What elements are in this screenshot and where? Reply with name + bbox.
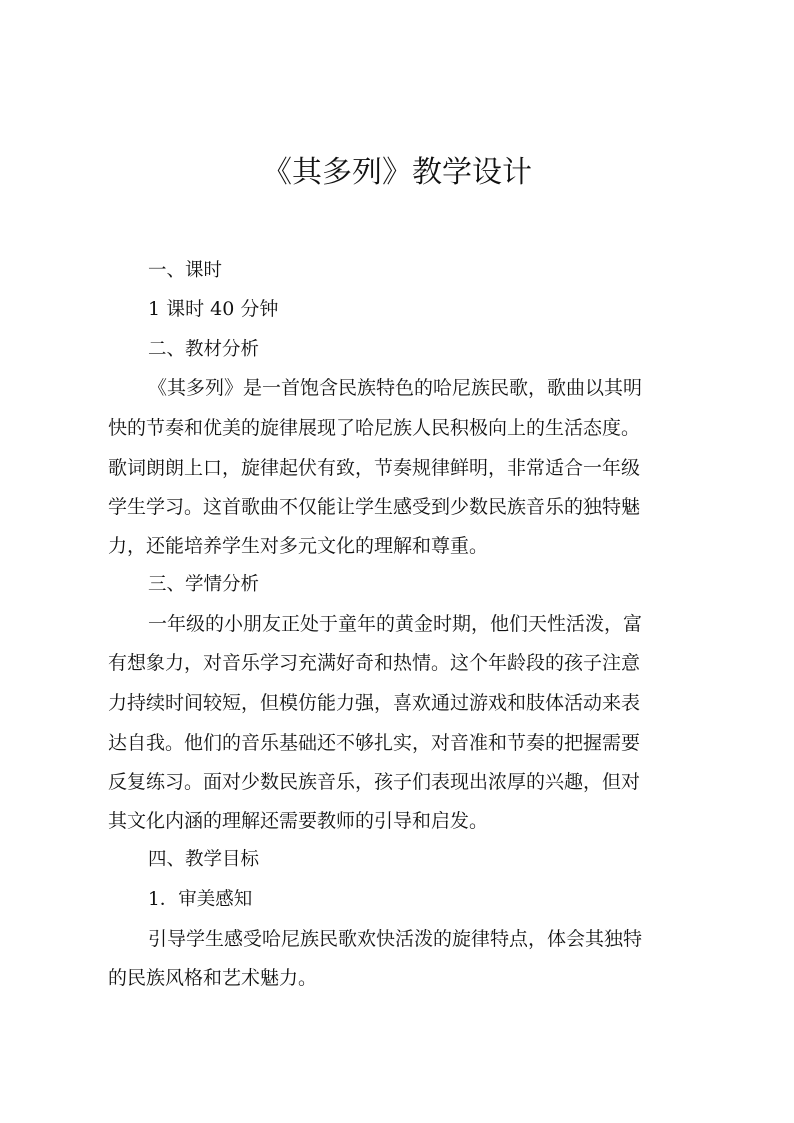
paragraph-line: 快的节奏和优美的旋律展现了哈尼族人民积极向上的生活态度。 bbox=[108, 417, 641, 439]
paragraph-line: 反复练习。面对少数民族音乐，孩子们表现出浓厚的兴趣，但对 bbox=[108, 771, 641, 793]
paragraph-line: 的民族风格和艺术魅力。 bbox=[108, 967, 318, 989]
paragraph-line: 其文化内涵的理解还需要教师的引导和启发。 bbox=[108, 810, 489, 832]
paragraph-line: 《其多列》是一首饱含民族特色的哈尼族民歌，歌曲以其明 bbox=[148, 377, 643, 399]
paragraph-line: 力，还能培养学生对多元文化的理解和尊重。 bbox=[108, 535, 489, 557]
subheading-aesthetic-perception: 1．审美感知 bbox=[148, 889, 253, 910]
section-heading-material-analysis: 二、教材分析 bbox=[148, 339, 260, 360]
section-heading-student-analysis: 三、学情分析 bbox=[148, 574, 260, 595]
paragraph-line: 有想象力，对音乐学习充满好奇和热情。这个年龄段的孩子注意 bbox=[108, 652, 641, 674]
paragraph-line: 力持续时间较短，但模仿能力强，喜欢通过游戏和肢体活动来表 bbox=[108, 692, 641, 714]
document-title: 《其多列》教学设计 bbox=[262, 155, 532, 190]
paragraph-line: 歌词朗朗上口，旋律起伏有致，节奏规律鲜明，非常适合一年级 bbox=[108, 457, 641, 479]
paragraph-line: 学生学习。这首歌曲不仅能让学生感受到少数民族音乐的独特魅 bbox=[108, 496, 641, 518]
paragraph-line: 引导学生感受哈尼族民歌欢快活泼的旋律特点，体会其独特 bbox=[148, 928, 643, 950]
section-heading-lesson-hours: 一、课时 bbox=[148, 260, 223, 281]
section-heading-teaching-goals: 四、教学目标 bbox=[148, 849, 260, 870]
paragraph-line: 1 课时 40 分钟 bbox=[148, 298, 279, 320]
paragraph-line: 达自我。他们的音乐基础还不够扎实，对音准和节奏的把握需要 bbox=[108, 732, 641, 754]
paragraph-line: 一年级的小朋友正处于童年的黄金时期，他们天性活泼，富 bbox=[148, 613, 643, 635]
